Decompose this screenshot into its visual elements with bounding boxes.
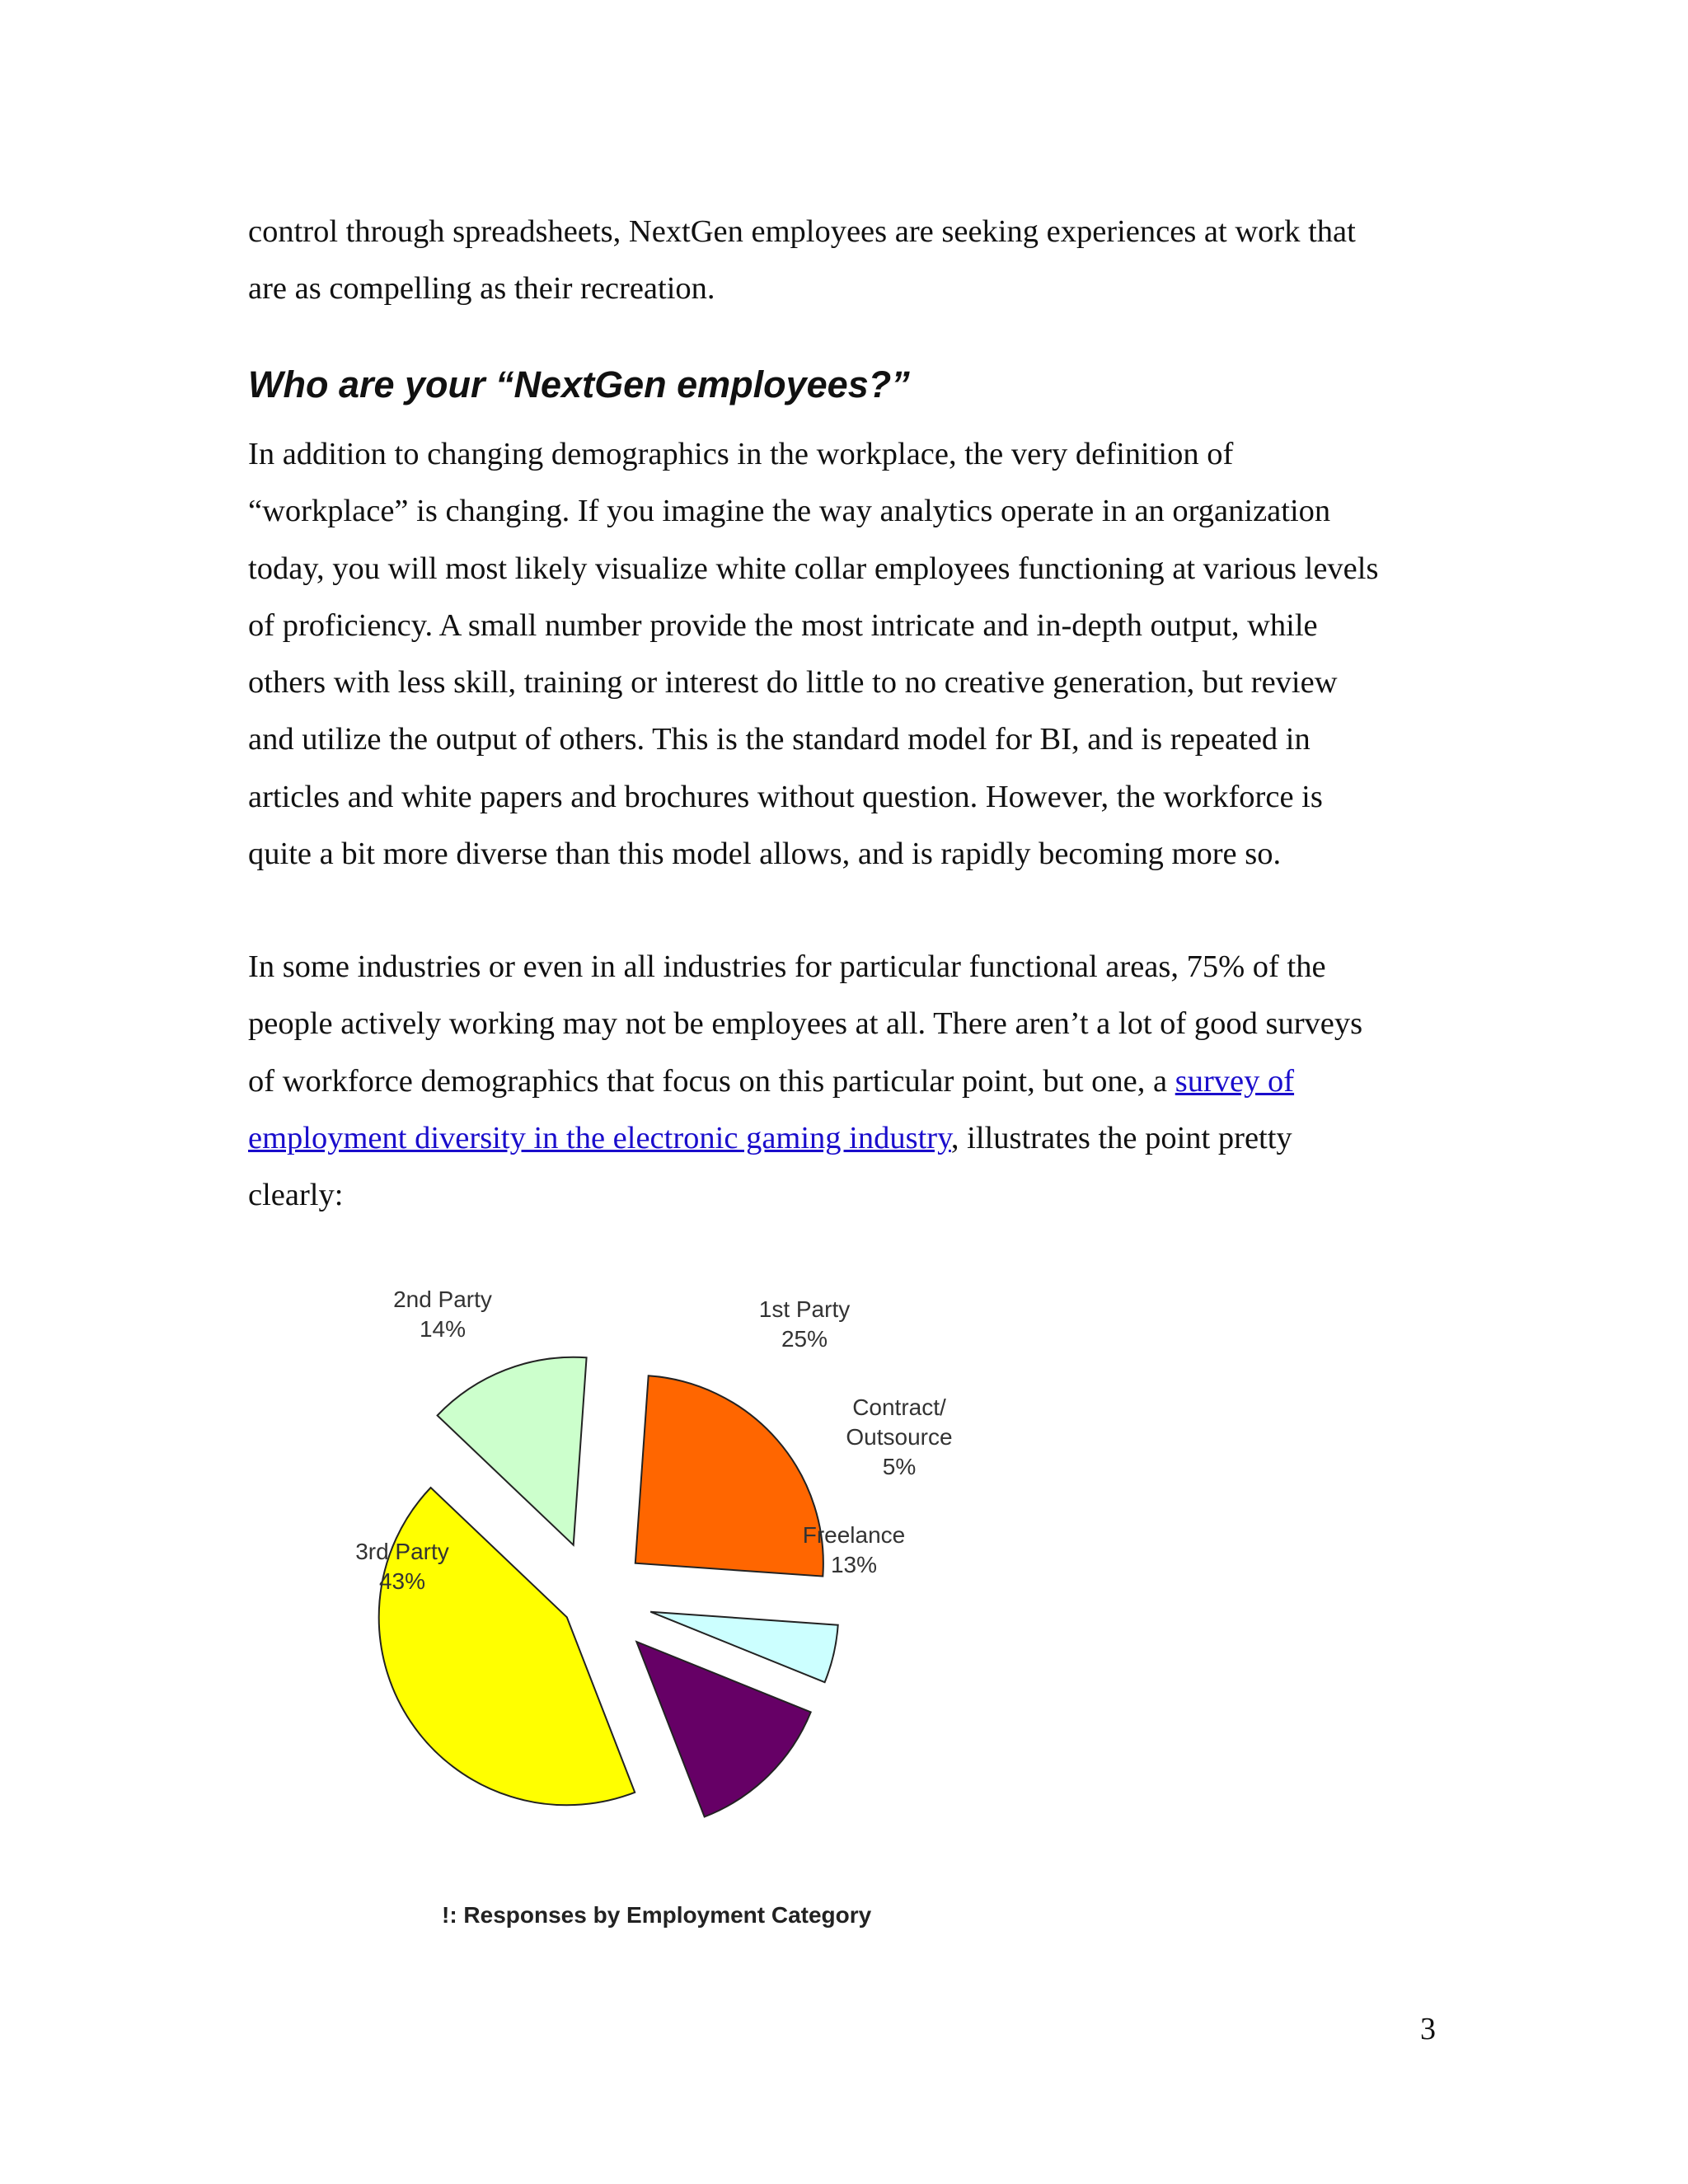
caption-glyph: !	[442, 1902, 450, 1928]
text-line: quite a bit more diverse than this model allows, and is rapidly becoming more so.	[248, 837, 1282, 872]
text-line: of proficiency. A small number provide the most intricate and in-depth output, while	[248, 607, 1318, 643]
text-line: people actively working may not be employees at all. There aren’t a lot of good surveys	[248, 1006, 1363, 1042]
text-line: , illustrates the point pretty	[950, 1120, 1292, 1155]
text-line: others with less skill, training or interest do little to no creative generation, but review	[248, 665, 1338, 701]
slice-label: 2nd Party 14%	[393, 1286, 492, 1342]
text-line: control through spreadsheets, NextGen employees are seeking experiences at work that	[248, 214, 1356, 249]
caption-text: : Responses by Employment Category	[449, 1902, 872, 1928]
pie-slice	[379, 1488, 635, 1805]
section-heading: Who are your “NextGen employees?”	[248, 363, 910, 405]
text-line: clearly:	[248, 1178, 344, 1213]
text-line: are as compelling as their recreation.	[248, 271, 715, 307]
paragraph-industries	[248, 939, 1443, 1224]
slice-label: Contract/ Outsource 5%	[846, 1394, 953, 1479]
slice-label: 3rd Party 43%	[355, 1539, 449, 1594]
text-line: and utilize the output of others. This is the standard model for BI, and is repeated in	[248, 722, 1311, 757]
employment-pie-chart	[313, 1286, 1055, 1970]
pie-slice	[635, 1376, 823, 1576]
text-line: today, you will most likely visualize white collar employees functioning at various levels	[248, 551, 1379, 586]
text-line: In addition to changing demographics in the workplace, the very definition of	[248, 437, 1234, 471]
pie-chart-svg	[313, 1286, 1055, 1970]
slice-label: Freelance 13%	[802, 1522, 906, 1577]
paragraph-workplace	[248, 426, 1443, 883]
paragraph-intro	[248, 204, 1443, 318]
text-line: “workplace” is changing. If you imagine the way analytics operate in an organization	[248, 494, 1331, 529]
survey-link-text[interactable]: employment diversity in the electronic gaming industry	[248, 1120, 951, 1155]
pie-slice	[636, 1642, 810, 1817]
page-number: 3	[1420, 2012, 1436, 2046]
survey-link-text[interactable]: survey of	[1175, 1063, 1295, 1099]
chart-caption	[442, 1902, 871, 1929]
text-line: articles and white papers and brochures without question. However, the workforce is	[248, 779, 1323, 814]
text-line: of workforce demographics that focus on this particular point, but one, a	[248, 1063, 1175, 1099]
slice-label: 1st Party 25%	[758, 1296, 851, 1352]
text-line: In some industries or even in all industries for particular functional areas, 75% of the	[248, 949, 1326, 984]
